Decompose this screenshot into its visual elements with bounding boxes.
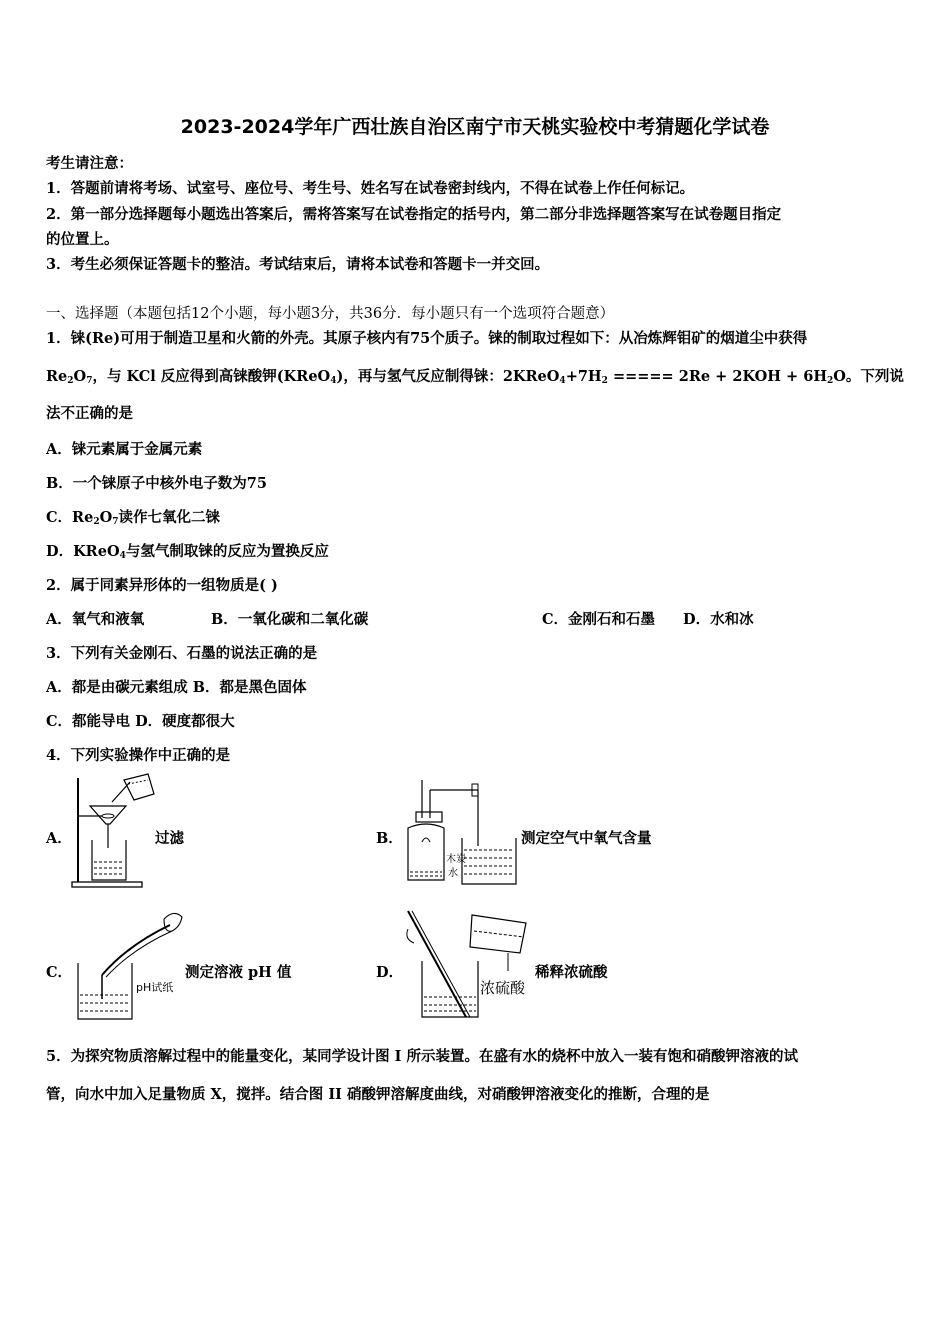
oxygen-measurement-figure xyxy=(400,776,522,888)
q2-option-b: B．一氧化碳和二氧化碳 xyxy=(211,611,369,628)
q2-option-a: A．氧气和液氧 xyxy=(46,611,145,628)
notice-item-2: 2．第一部分选择题每小题选出答案后，需将答案写在试卷指定的括号内，第二部分非选择题答案写在试卷题目指定 xyxy=(46,206,782,223)
q3-options-ab: A．都是由碳元素组成 B．都是黑色固体 xyxy=(46,679,307,696)
q4-option-d-letter: D． xyxy=(376,964,404,981)
ph-test-figure xyxy=(72,905,194,1025)
q3-options-cd: C．都能导电 D．硬度都很大 xyxy=(46,713,235,730)
notice-item-3: 3．考生必须保证答题卡的整洁。考试结束后，请将本试卷和答题卡一并交回。 xyxy=(46,256,550,273)
q4-option-b-letter: B． xyxy=(376,830,403,847)
q1-line3: 法不正确的是 xyxy=(46,405,133,422)
notice-item-1: 1．答题前请将考场、试室号、座位号、考生号、姓名写在试卷密封线内，不得在试卷上作任何标记。 xyxy=(46,180,695,197)
q2-option-c: C．金刚石和石墨 xyxy=(542,611,656,628)
water-label: 水 xyxy=(448,868,458,879)
q1-option-c: C．$Re_2O_7$读作七氧化二铼 xyxy=(46,509,220,527)
q2-option-d: D．水和冰 xyxy=(683,611,754,628)
concentrated-acid-label: 浓硫酸 xyxy=(480,979,526,997)
dilute-acid-figure xyxy=(400,905,550,1025)
q4-option-a-letter: A． xyxy=(46,830,72,847)
charcoal-label: 木炭 xyxy=(446,854,466,865)
q5-line1: 5．为探究物质溶解过程中的能量变化，某同学设计图 I 所示装置。在盛有水的烧杯中放入一装有饱和硝酸钾溶液的试 xyxy=(46,1048,798,1065)
q4-option-c-label: 测定溶液 pH 值 xyxy=(185,964,292,981)
q2-stem: 2．属于同素异形体的一组物质是( ) xyxy=(46,577,278,594)
q1-line1: 1．铼(Re)可用于制造卫星和火箭的外壳。其原子核内有75个质子。铼的制取过程如下：从冶炼辉钼矿的烟道尘中获得 xyxy=(46,330,808,347)
q4-option-c-letter: C． xyxy=(46,964,73,981)
q1-line2: $Re_2O_7$，与 KCl 反应得到高铼酸钾(KReO$_4$)，再与氢气反应制得铼：$2KReO_4+7H_2$ ===== $2Re + 2KOH + 6H_2O$。下列说 xyxy=(46,368,904,386)
q1-option-a: A．铼元素属于金属元素 xyxy=(46,441,203,458)
q4-option-d-label: 稀释浓硫酸 xyxy=(535,964,608,981)
ph-paper-label: pH试纸 xyxy=(136,981,174,994)
q4-option-b-label: 测定空气中氧气含量 xyxy=(521,830,652,847)
notice-item-2-cont: 的位置上。 xyxy=(46,231,119,248)
q4-stem: 4．下列实验操作中正确的是 xyxy=(46,747,231,764)
q1-option-d: D．KReO$_4$与氢气制取铼的反应为置换反应 xyxy=(46,543,329,561)
notice-heading: 考生请注意： xyxy=(46,155,133,172)
filtration-figure xyxy=(68,772,168,890)
page-title: 2023-2024学年广西壮族自治区南宁市天桃实验校中考猜题化学试卷 xyxy=(180,116,770,138)
q1-option-b: B．一个铼原子中核外电子数为75 xyxy=(46,475,267,492)
section-heading: 一、选择题（本题包括12个小题，每小题3分，共36分．每小题只有一个选项符合题意） xyxy=(46,306,615,322)
q3-stem: 3．下列有关金刚石、石墨的说法正确的是 xyxy=(46,645,318,662)
q5-line2: 管，向水中加入足量物质 X，搅拌。结合图 II 硝酸钾溶解度曲线，对硝酸钾溶液变化的推断，合理的是 xyxy=(46,1086,710,1103)
q4-option-a-label: 过滤 xyxy=(155,830,184,847)
